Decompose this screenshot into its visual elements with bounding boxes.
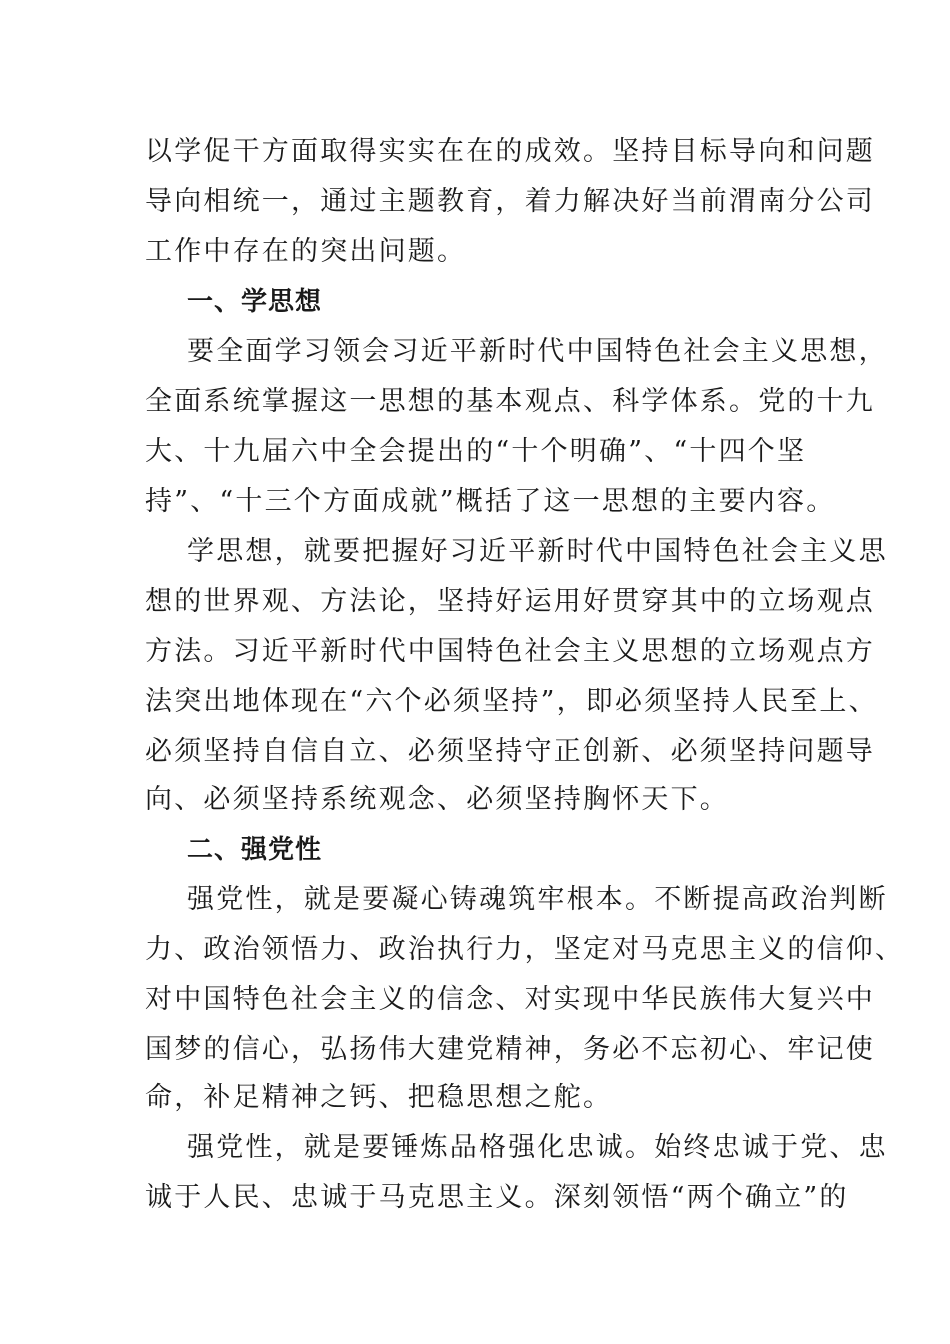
paragraph-line: 要全面学习领会习近平新时代中国特色社会主义思想， bbox=[187, 336, 888, 367]
intro-line-2: 导向相统一，通过主题教育，着力解决好当前渭南分公司 bbox=[145, 186, 875, 217]
paragraph-line: 力、政治领悟力、政治执行力，坚定对马克思主义的信仰、 bbox=[145, 934, 905, 965]
paragraph-line: 必须坚持自信自立、必须坚持守正创新、必须坚持问题导 bbox=[145, 736, 875, 767]
paragraph-line: 强党性，就是要锤炼品格强化忠诚。始终忠诚于党、忠 bbox=[187, 1132, 888, 1163]
paragraph-line: 方法。习近平新时代中国特色社会主义思想的立场观点方 bbox=[145, 636, 875, 667]
paragraph-line: 全面系统掌握这一思想的基本观点、科学体系。党的十九 bbox=[145, 386, 875, 417]
paragraph-line: 大、十九届六中全会提出的“十个明确”、“十四个坚 bbox=[145, 436, 807, 467]
paragraph-line: 对中国特色社会主义的信念、对实现中华民族伟大复兴中 bbox=[145, 984, 875, 1015]
paragraph-line: 向、必须坚持系统观念、必须坚持胸怀天下。 bbox=[145, 784, 729, 815]
paragraph-line: 学思想，就要把握好习近平新时代中国特色社会主义思 bbox=[187, 536, 888, 567]
paragraph-line: 持”、“十三个方面成就”概括了这一思想的主要内容。 bbox=[145, 486, 836, 517]
paragraph-line: 命，补足精神之钙、把稳思想之舵。 bbox=[145, 1082, 613, 1113]
section-heading-strengthen-party: 二、强党性 bbox=[187, 835, 323, 865]
section-heading-study-thought: 一、学思想 bbox=[187, 287, 323, 317]
intro-line-1: 以学促干方面取得实实在在的成效。坚持目标导向和问题 bbox=[145, 136, 875, 167]
paragraph-line: 想的世界观、方法论，坚持好运用好贯穿其中的立场观点 bbox=[145, 586, 875, 617]
paragraph-line: 国梦的信心，弘扬伟大建党精神，务必不忘初心、牢记使 bbox=[145, 1034, 875, 1065]
paragraph-line: 诚于人民、忠诚于马克思主义。深刻领悟“两个确立”的 bbox=[145, 1182, 849, 1213]
intro-line-3: 工作中存在的突出问题。 bbox=[145, 236, 467, 267]
paragraph-line: 法突出地体现在“六个必须坚持”，即必须坚持人民至上、 bbox=[145, 686, 878, 717]
paragraph-line: 强党性，就是要凝心铸魂筑牢根本。不断提高政治判断 bbox=[187, 884, 888, 915]
